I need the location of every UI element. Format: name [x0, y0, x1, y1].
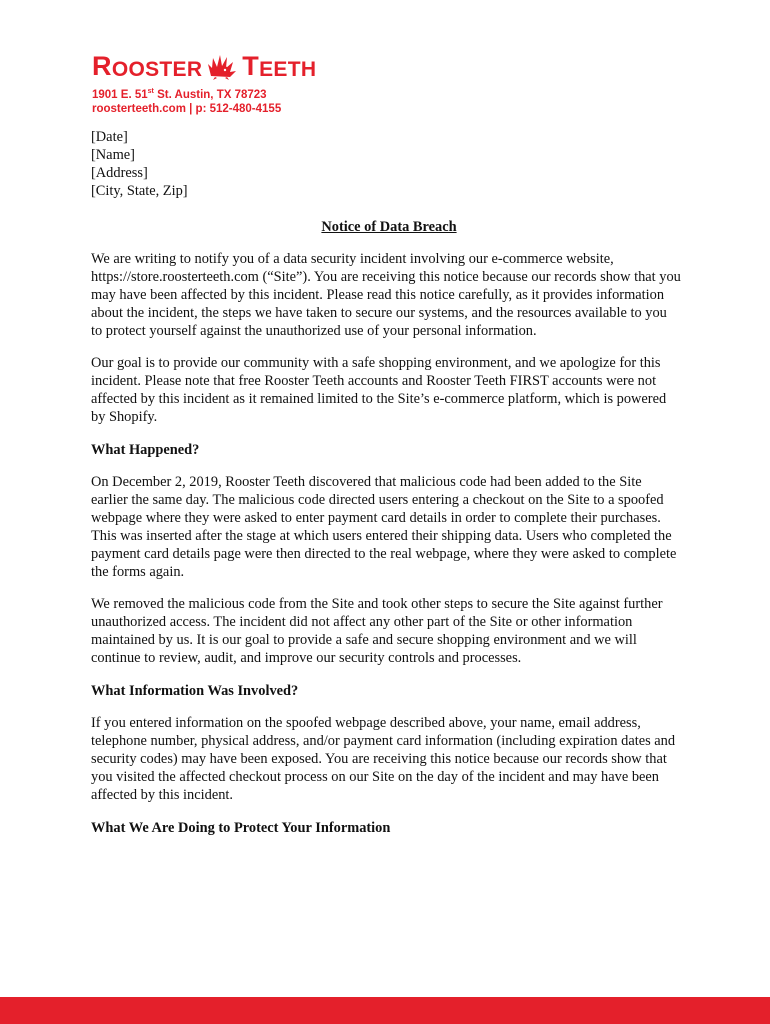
information-involved-heading: What Information Was Involved? [91, 683, 299, 699]
recipient-block [91, 146, 681, 200]
rooster-teeth-logo [92, 50, 412, 80]
what-happened-heading: What Happened? [91, 442, 200, 458]
letter-date: [Date] [91, 129, 128, 145]
company-contact: roosterteeth.com | p: 512-480-4155 [92, 103, 282, 115]
goal-paragraph: Our goal is to provide our community with a safe shopping environment, and we apologize for this incident. Please note that free Rooster Teeth accounts and Rooster Teeth FIRST accounts were not affected by this incident as it remained limited to the Site’s e-commerce platform, which is powered by Shopify. [91, 355, 667, 425]
footer-bar [0, 997, 770, 1024]
rooster-icon [203, 50, 241, 80]
letter-body [91, 128, 681, 837]
brand-name-right: T EETH [242, 51, 317, 81]
information-involved-paragraph: If you entered information on the spoofed webpage described above, your name, email address, telephone number, physical address, and/or payment card information (including expiration dates and security codes) may have been exposed. You are receiving this notice because our records show that you visited the affected checkout process on our Site on the day of the incident and may have been affected by this incident. [91, 715, 676, 803]
notice-title: Notice of Data Breach [321, 219, 457, 235]
recipient-address: [Address] [91, 165, 148, 181]
letterhead [92, 50, 412, 116]
intro-paragraph: We are writing to notify you of a data security incident involving our e-commerce website, https://store.roosterteeth.com (“Site”). You are receiving this notice because our records show that you may have been affected by this incident. Please read this notice carefully, as it provides information about the incident, the steps we have taken to secure our systems, and the resources available to you to protect yourself against the unauthorized use of your personal information. [91, 251, 681, 339]
what-we-are-doing-heading: What We Are Doing to Protect Your Information [91, 820, 391, 836]
what-happened-paragraph-1: On December 2, 2019, Rooster Teeth discovered that malicious code had been added to the Site earlier the same day. The malicious code directed users entering a checkout on the Site to a spoofed webpage where they were asked to enter payment card details in order to complete their purchases. This was inserted after the stage at which users entered their shipping data. Users who completed the payment card details page were then directed to the real webpage, where they were asked to complete the forms again. [91, 474, 677, 580]
recipient-city-state-zip: [City, State, Zip] [91, 183, 188, 199]
brand-name-left: R OOSTER [92, 51, 203, 81]
company-address: 1901 E. 51st St. Austin, TX 78723 [92, 88, 267, 101]
what-happened-paragraph-2: We removed the malicious code from the Site and took other steps to secure the Site against further unauthorized access. The incident did not affect any other part of the Site or other information maintained by us. It is our goal to provide a safe and secure shopping environment and we will continue to review, audit, and improve our security controls and processes. [91, 596, 663, 666]
recipient-name: [Name] [91, 147, 135, 163]
